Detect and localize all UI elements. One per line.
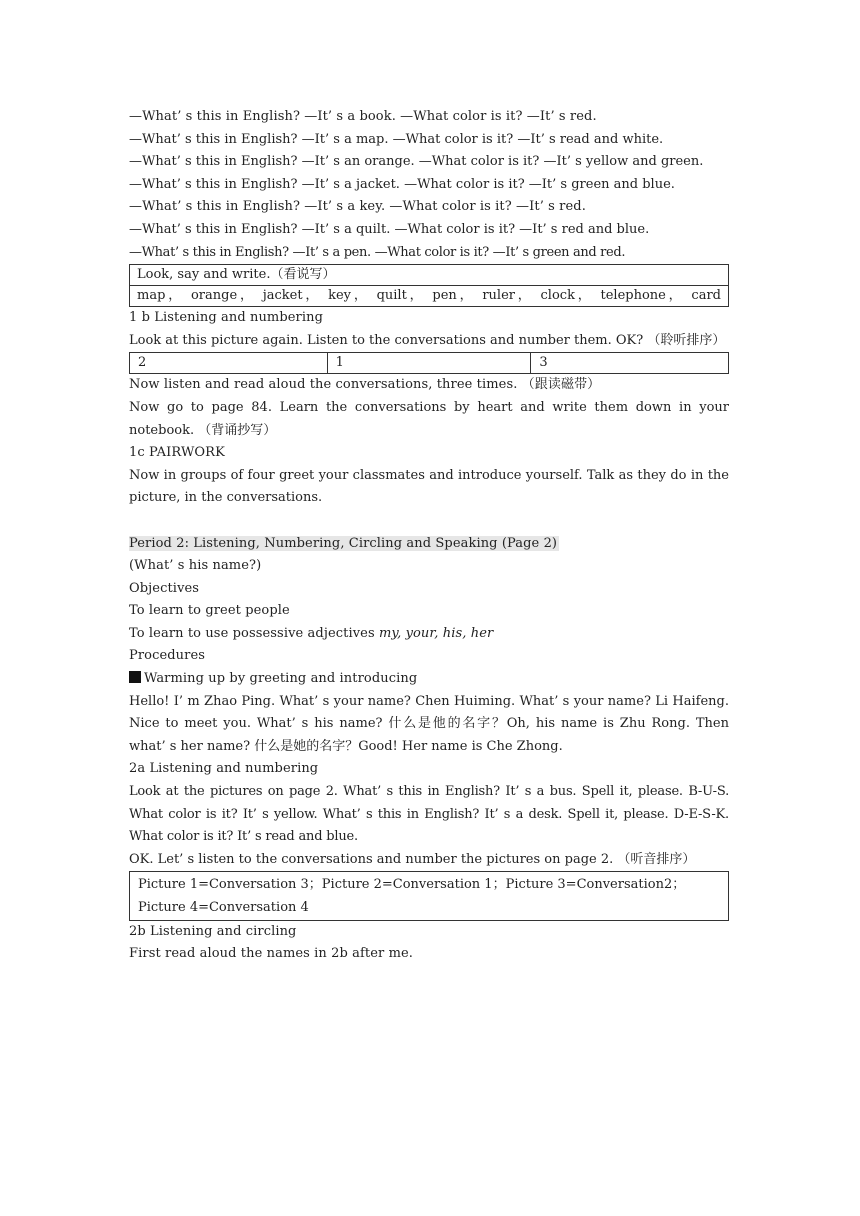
square-bullet-icon [129, 671, 141, 683]
dialog-line: —What’ s this in English? —It’ s a pen. —What color is it? —It’ s green and red. [129, 244, 626, 260]
dialog-line: —What’ s this in English? —It’ s an orange. —What color is it? —It’ s yellow and green. [129, 154, 704, 170]
period2-title: Period 2: Listening, Numbering, Circling and Speaking (Page 2) [129, 535, 558, 551]
warmup-text: Hello! I’ m Zhao Ping. What’ s your name? Chen Huiming. What’ s your name? Li Haifeng. Nice to meet you. What’ s his name? 什么是他的名字？Oh, his name is Zhu Rong. Then what’ s her name? 什么是她的名字？Good! Her name is Che Zhong. [129, 693, 729, 754]
objective-text: To learn to use possessive adjectives [129, 625, 379, 641]
look-say-write-table [129, 264, 729, 307]
objective-item [129, 623, 729, 646]
dialog-line: —What’ s this in English? —It’ s a key. —What color is it? —It’ s red. [129, 199, 586, 215]
section-1b-after1: Now listen and read aloud the conversations, three times. （跟读磁带） [129, 377, 601, 393]
numbering-cell: 2 [130, 353, 328, 374]
look-table-words: map， orange， jacket， key， quilt， pen， ruler， clock， telephone， card [130, 286, 729, 307]
section-1c-title: 1c PAIRWORK [129, 445, 225, 461]
section-2a-text: Look at the pictures on page 2. What’ s this in English? It’ s a bus. Spell it, please. B-U-S. What color is it? It’ s yellow. What’ s this in English? It’ s a desk. Spell it, please. D-E-S-K. What color is it? It’ s read and blue. [129, 784, 729, 845]
numbering-cell: 3 [531, 353, 729, 374]
numbering-table [129, 352, 729, 374]
possessive-list: my, your, his, her [378, 625, 494, 641]
blank-line [129, 510, 729, 533]
warmup-label: Warming up by greeting and introducing [144, 671, 418, 687]
period2-subtitle: (What’ s his name?) [129, 558, 262, 574]
dialog-list [129, 106, 729, 264]
section-1b-text: Look at this picture again. Listen to the conversations and number them. OK? （聆听排序） [129, 332, 726, 348]
section-1c-text: Now in groups of four greet your classmates and introduce yourself. Talk as they do in the picture, in the conversations. [129, 467, 729, 506]
section-2b-text: First read aloud the names in 2b after me. [129, 946, 414, 962]
objectives-label: Objectives [129, 580, 200, 596]
dialog-line: —What’ s this in English? —It’ s a map. —What color is it? —It’ s read and white. [129, 131, 664, 147]
dialog-line: —What’ s this in English? —It’ s a quilt. —What color is it? —It’ s red and blue. [129, 221, 650, 237]
warmup-heading [129, 668, 729, 691]
dialog-line: —What’ s this in English? —It’ s a book. —What color is it? —It’ s red. [129, 109, 597, 124]
procedures-label: Procedures [129, 648, 206, 664]
numbering-cell: 1 [327, 353, 531, 374]
objective-item: To learn to greet people [129, 603, 290, 619]
section-1b-after2: Now go to page 84. Learn the conversations by heart and write them down in your notebook. （背诵抄写） [129, 399, 729, 438]
section-2a-title: 2a Listening and numbering [129, 761, 319, 777]
dialog-line: —What’ s this in English? —It’ s a jacket. —What color is it? —It’ s green and blue. [129, 176, 675, 192]
answer-box: Picture 1=Conversation 3；Picture 2=Conversation 1；Picture 3=Conversation2；Picture 4=Conversation 4 [129, 871, 729, 920]
section-1b-title: 1 b Listening and numbering [129, 310, 324, 326]
document-page [129, 106, 729, 966]
look-table-header: Look, say and write.（看说写） [130, 265, 729, 286]
section-2b-title: 2b Listening and circling [129, 923, 297, 939]
section-2a-text: OK. Let’ s listen to the conversations and number the pictures on page 2. （听音排序） [129, 851, 696, 867]
